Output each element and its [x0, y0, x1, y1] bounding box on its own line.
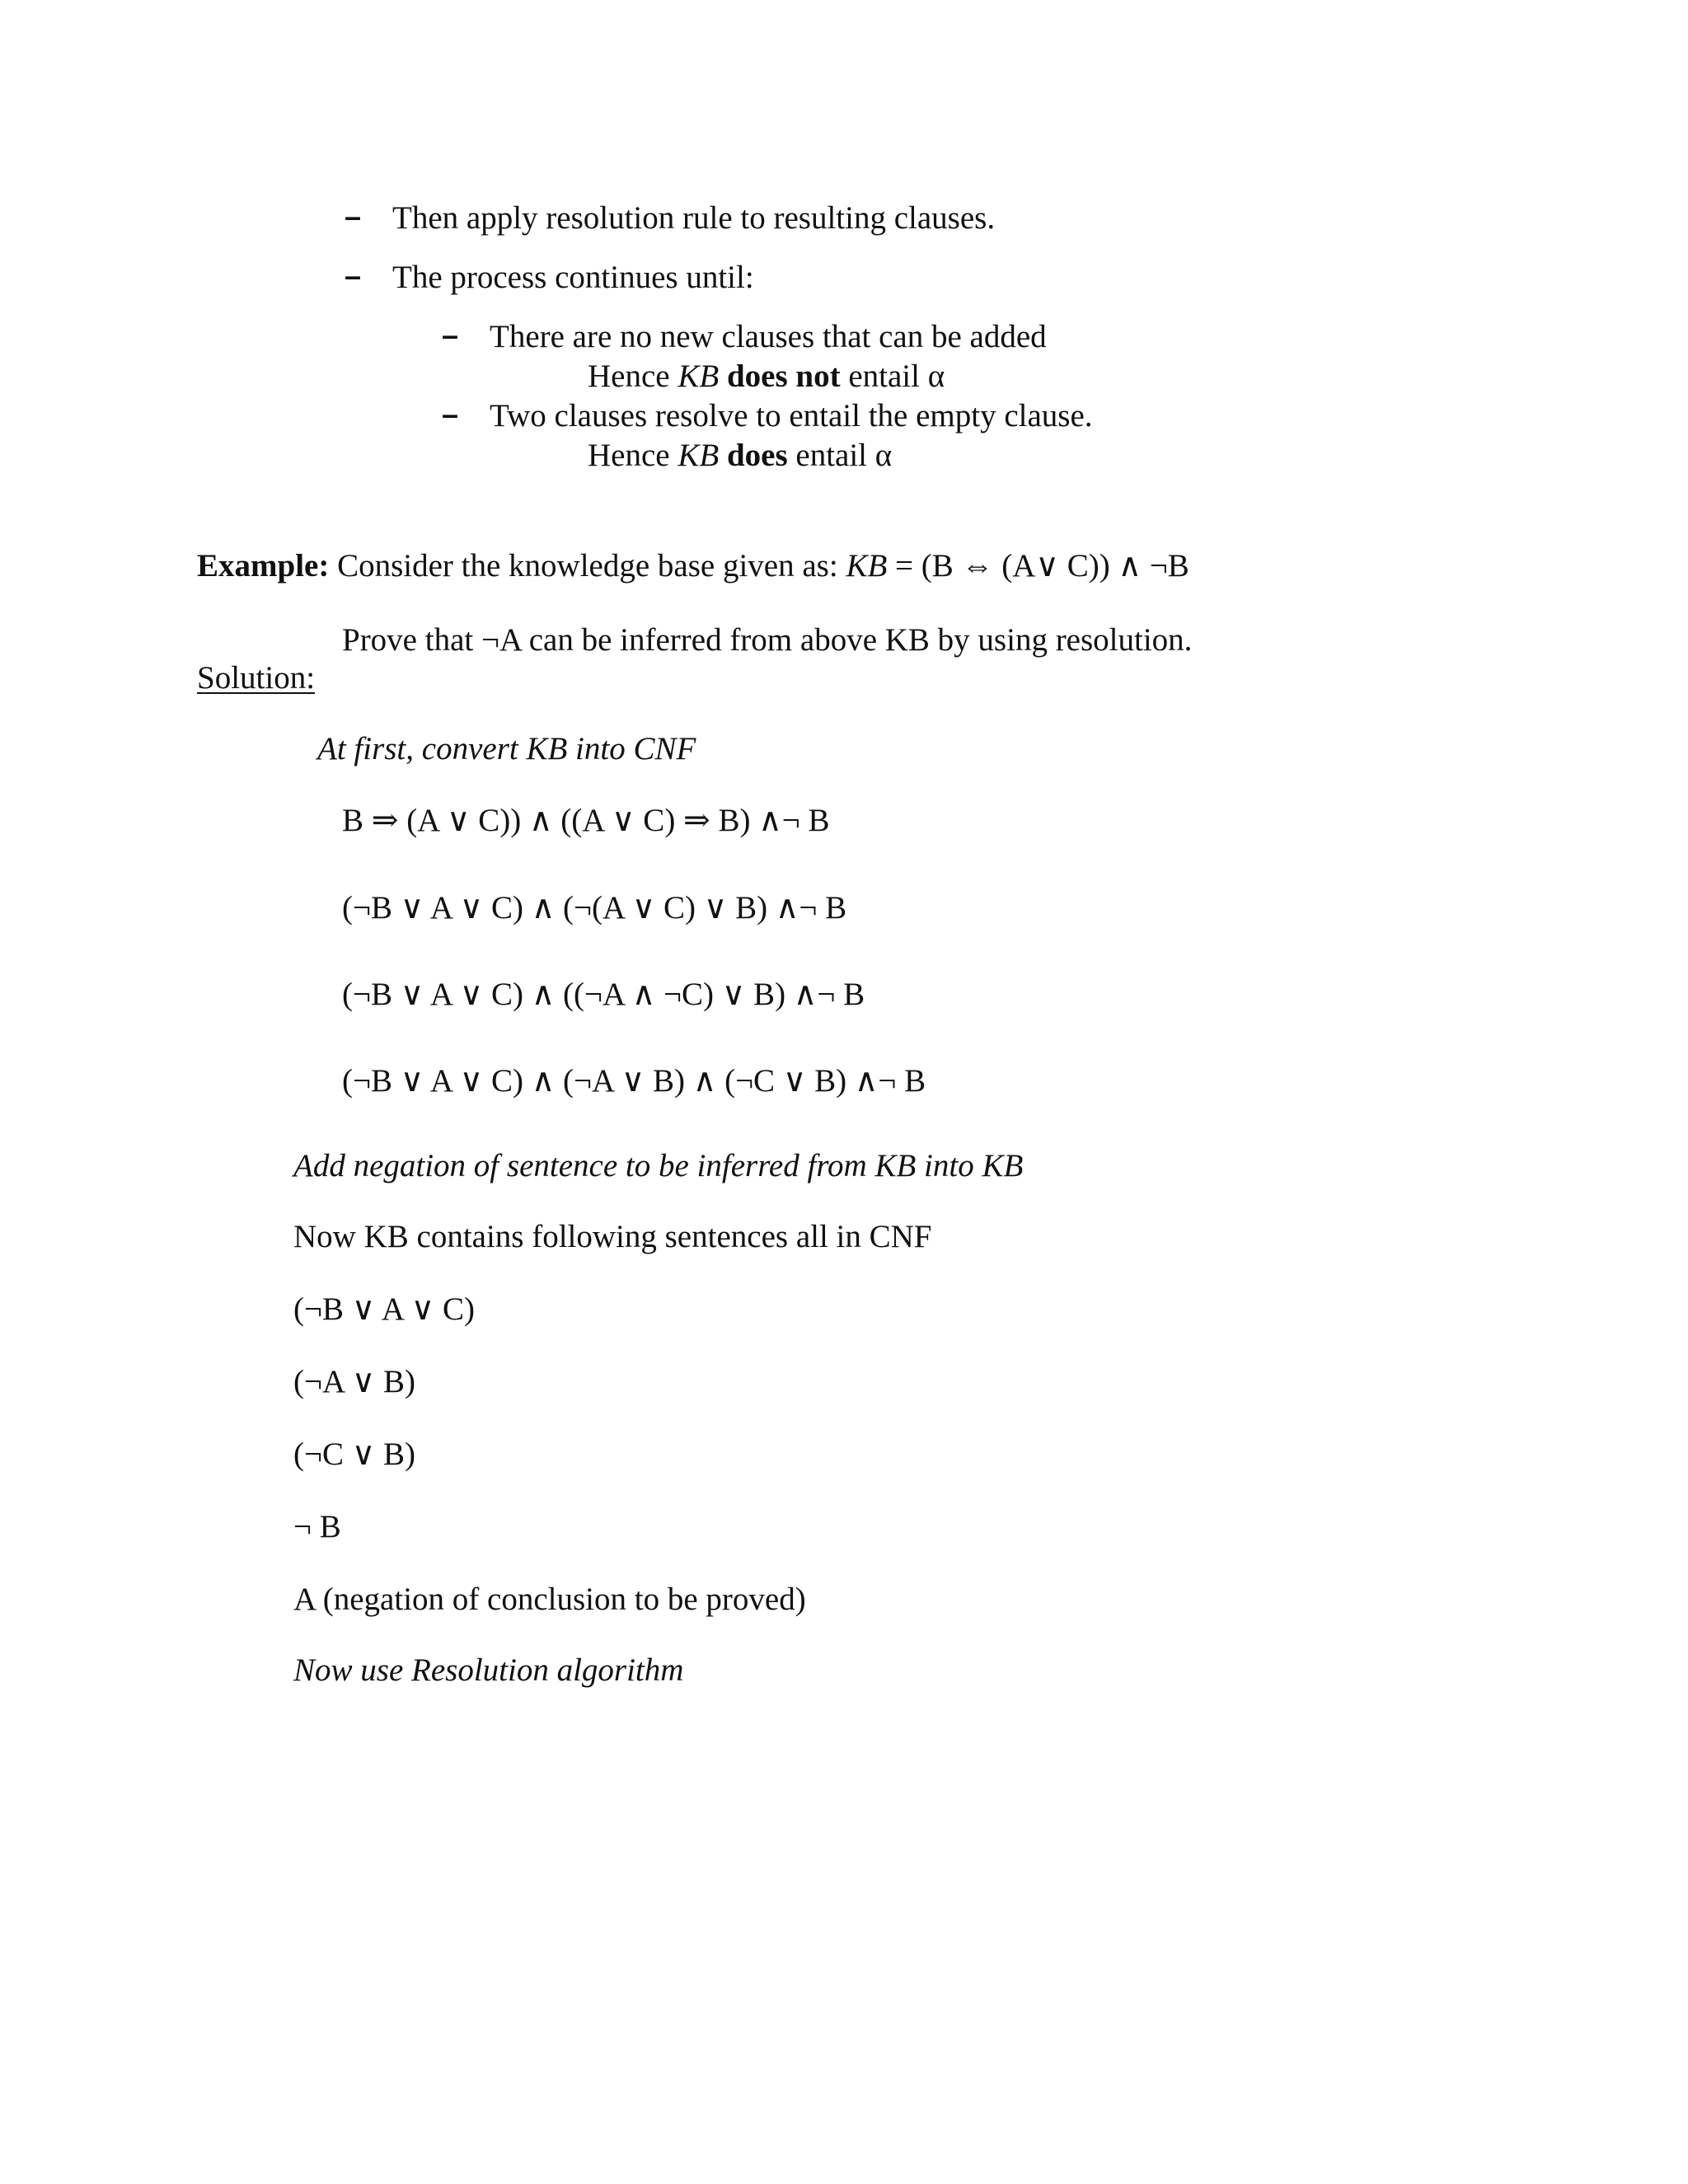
example-label: Example: [197, 548, 330, 583]
bullet-dash: – [345, 199, 362, 233]
result-prefix: Hence [588, 438, 678, 473]
result-emphasis: does [726, 438, 788, 473]
kb-term: KB [846, 548, 888, 583]
step-heading: Add negation of sentence to be inferred from KB into KB [293, 1148, 1024, 1183]
solution-label: Solution: [197, 660, 316, 696]
clause: ¬ B [293, 1509, 341, 1544]
result-suffix: entail α [787, 438, 893, 473]
sub-bullet-dash: – [442, 397, 459, 431]
result-emphasis: does not [726, 359, 841, 394]
kb-term: KB [678, 438, 720, 473]
clause: (¬B ∨ A ∨ C) [293, 1291, 475, 1327]
kb-term: KB [678, 359, 720, 394]
cnf-step: B ⇒ (A ∨ C)) ∧ ((A ∨ C) ⇒ B) ∧¬ B [342, 803, 830, 838]
cnf-step: (¬B ∨ A ∨ C) ∧ (¬(A ∨ C) ∨ B) ∧¬ B [342, 890, 847, 926]
bullet-dash: – [345, 259, 362, 293]
example-statement [197, 550, 1189, 582]
kb-intro: Now KB contains following sentences all in CNF [293, 1219, 932, 1254]
example-intro: Consider the knowledge base given as: [329, 548, 846, 583]
cnf-step: (¬B ∨ A ∨ C) ∧ ((¬A ∧ ¬C) ∨ B) ∧¬ B [342, 977, 865, 1012]
clause: (¬C ∨ B) [293, 1436, 416, 1472]
sub-bullet-dash: – [442, 318, 459, 352]
step-heading: At first, convert KB into CNF [317, 731, 696, 766]
sub-bullet-text: There are no new clauses that can be added [490, 319, 1047, 354]
bullet-text: Then apply resolution rule to resulting clauses. [392, 200, 996, 236]
result-suffix: entail α [840, 359, 945, 394]
cnf-step: (¬B ∨ A ∨ C) ∧ (¬A ∨ B) ∧ (¬C ∨ B) ∧¬ B [342, 1063, 926, 1099]
example-task: Prove that ¬A can be inferred from above KB by using resolution. [342, 622, 1193, 658]
clause: (¬A ∨ B) [293, 1364, 416, 1399]
sub-bullet-result [588, 360, 945, 392]
clause: A (negation of conclusion to be proved) [293, 1582, 806, 1617]
sub-bullet-text: Two clauses resolve to entail the empty clause. [490, 398, 1093, 434]
sub-bullet-result [588, 439, 892, 471]
example-formula: = (B ⇔ (A∨ C)) ∧ ¬B [887, 548, 1189, 583]
result-prefix: Hence [588, 359, 678, 394]
step-heading: Now use Resolution algorithm [293, 1652, 684, 1688]
bullet-text: The process continues until: [392, 260, 754, 295]
